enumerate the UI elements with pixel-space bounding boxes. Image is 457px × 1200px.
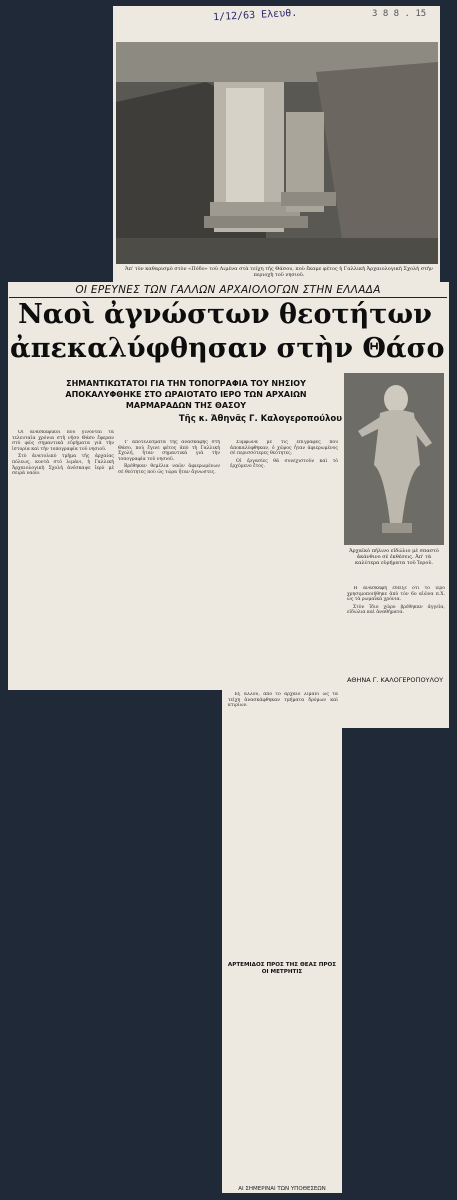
body-column-3	[230, 440, 338, 682]
excavation-photo	[116, 42, 438, 264]
statue-caption: Ἀρχαϊκὸ πήλινο εἰδώλιο μὲ σπαστὸ ἀκάνθινο σὲ ἐκθέσεις. Ἀπ' τὰ καλύτερα εὑρήματα τοῦ Ἱεροῦ.	[349, 548, 439, 566]
kicker: ΟΙ ΕΡΕΥΝΕΣ ΤΩΝ ΓΑΛΛΩΝ ΑΡΧΑΙΟΛΟΓΩΝ ΣΤΗΝ ΕΛΛΑΔΑ	[9, 284, 447, 298]
paragraph: Σύμφωνα μὲ τὶς ἐπιγραφὲς ποὺ ἀποκαλύφθηκαν, ὁ χῶρος ἦταν ἀφιερωμένος σὲ περισσότερες θεότητες.	[230, 440, 338, 457]
byline: Τῆς κ. Ἀθηνᾶς Γ. Καλογεροπούλου	[178, 414, 342, 424]
statue-photo	[344, 373, 444, 545]
subhead: ΣΗΜΑΝΤΙΚΩΤΑΤΟΙ ΓΙΑ ΤΗΝ ΤΟΠΟΓΡΑΦΙΑ ΤΟΥ ΝΗΣΙΟΥ ΑΠΟΚΑΛΥΦΘΗΚΕ ΣΤΟ ΩΡΑΙΟΤΑΤΟ ΙΕΡΟ ΤΩΝ ΑΡΧΑΙΩΝ ΜΑΡΜΑΡΑΔΩΝ ΤΗΣ ΘΑΣΟΥ	[65, 379, 307, 410]
paragraph: Οἱ ἀνασκαφικοὶ ποὺ γίνονται τὰ τελευταῖα χρόνια στὴ νῆσο Θάσο ἔφεραν στὸ φῶς σημαντικὰ εὑρήματα γιὰ τὴν ἱστορία καὶ τὴν τοπογραφία τοῦ νησιοῦ.	[12, 430, 114, 452]
photo-caption: Ἀπ' τὸν καθαρισμὸ στὸν «Πόδο» τοῦ Λιμένα στὰ τείχη τῆς Θάσου, ποὺ ἔκαμε φέτος ἡ Γαλλικὴ Ἀρχαιολογικὴ Σχολὴ στὴν περιοχὴ τοῦ νησιοῦ.	[125, 266, 433, 278]
paragraph: Τ' ἀποτελέσματα τῆς ἀνασκαφῆς στὴ Θάσο, ποὺ ἔγινε φέτος ἀπὸ τὴ Γαλλικὴ Σχολή, ἦταν σημαντικὰ γιὰ τὴν τοπογραφία τοῦ νησιοῦ.	[118, 440, 220, 462]
excavation-photo-illustration	[116, 42, 438, 264]
body-column-4	[347, 586, 445, 674]
archive-code: 3 8 8 . 15	[372, 9, 427, 19]
paragraph: Στὸν ἴδιο χῶρο βρέθηκαν ἀγγεῖα, εἰδώλια καὶ ἀναθήματα.	[347, 604, 445, 616]
body-column-1	[12, 430, 114, 682]
paragraph: Βρέθηκαν θεμέλια ναῶν ἀφιερωμένων σὲ θεότητες ποὺ ὡς τώρα ἦταν ἄγνωστες.	[118, 464, 220, 475]
clipping-right-tail	[342, 688, 449, 728]
paragraph: Οἱ ἐργασίες θὰ συνεχιστοῦν καὶ τὸ ἐρχόμενο ἔτος.	[230, 458, 338, 470]
headline-line-2: ἀπεκαλύφθησαν στὴν Θάσο	[10, 333, 445, 364]
body-column-2	[118, 440, 220, 682]
cut-off-line: ΑΙ ΣΗΜΕΡΙΝΑΙ ΤΩΝ ΥΠΟΘΕΣΕΩΝ	[238, 1186, 326, 1192]
paragraph: Ἐξ ἄλλου, ἀπὸ τὸ ἀρχαῖο λιμάνι ὡς τὰ τείχη ἀνασκάφθηκαν τμήματα δρόμων καὶ κτιρίων.	[228, 692, 338, 709]
paragraph: Στὸ ἀνατολικὸ τμῆμα τῆς ἀρχαίας πόλεως, κοντὰ στὸ λιμάνι, ἡ Γαλλικὴ Ἀρχαιολογικὴ Σχολὴ ἀνέσκαψε ἱερὸ μὲ σειρὰ ναῶν.	[12, 454, 114, 477]
headline-line-1: Ναοὶ ἀγνώστων θεοτήτων	[18, 299, 432, 330]
handwritten-note: 1/12/63 Ελευθ.	[212, 7, 298, 24]
headline	[10, 298, 445, 366]
statue-illustration	[344, 373, 444, 545]
body-column-5	[228, 692, 338, 958]
author-signature: ΑΘΗΝΑ Γ. ΚΑΛΟΓΕΡΟΠΟΥΛΟΥ	[346, 676, 444, 684]
inline-subheading: ΑΡΤΕΜΙΔΟΣ ΠΡΟΣ ΤΗΣ ΘΕΑΣ ΠΡΟΣ ΟΙ ΜΕΤΡΗΤΙΣ	[227, 962, 337, 975]
paragraph: Ἡ ἀνασκαφὴ ἔδειξε ὅτι τὸ ἱερὸ χρησιμοποιήθηκε ἀπὸ τὸν 6ο αἰῶνα π.Χ. ὡς τὰ ρωμαϊκὰ χρόνια.	[347, 586, 445, 603]
